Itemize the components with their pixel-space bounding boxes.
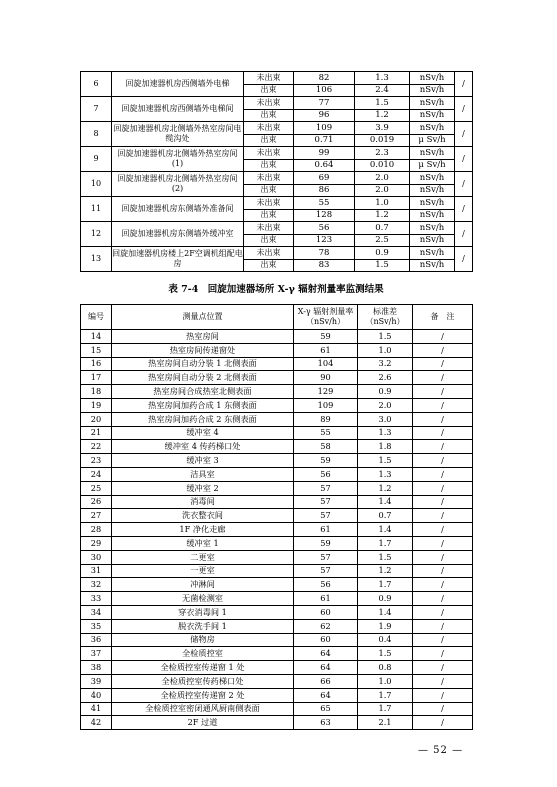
remark-cell: / (413, 716, 473, 730)
std-cell: 1.7 (358, 702, 413, 716)
remark-cell: / (455, 97, 473, 122)
row-number: 34 (81, 605, 112, 619)
remark-cell: / (413, 481, 473, 495)
location-cell: 回旋加速器机房楼上2F空调机组配电房 (112, 247, 244, 272)
dose-value-cell: 104 (294, 357, 358, 371)
std-cell: 1.0 (355, 197, 410, 210)
row-number: 29 (81, 536, 112, 550)
table-row (81, 495, 473, 509)
dose-value-cell: 57 (294, 495, 358, 509)
beam-state-cell: 未出束 (244, 147, 294, 160)
std-cell: 0.7 (358, 509, 413, 523)
std-cell: 1.7 (358, 688, 413, 702)
std-cell: 2.3 (355, 147, 410, 160)
remark-cell: / (413, 509, 473, 523)
unit-cell: nSv/h (410, 84, 455, 97)
dose-value-cell: 77 (294, 97, 355, 110)
table-row (81, 247, 473, 260)
table-row (81, 661, 473, 675)
std-cell: 0.9 (358, 592, 413, 606)
unit-cell: nSv/h (410, 259, 455, 272)
std-cell: 1.4 (358, 523, 413, 537)
std-cell: 1.4 (358, 495, 413, 509)
remark-cell: / (413, 578, 473, 592)
std-cell: 1.3 (358, 426, 413, 440)
std-cell: 3.2 (358, 357, 413, 371)
std-cell: 1.5 (355, 259, 410, 272)
table-row (81, 97, 473, 110)
dose-value-cell: 64 (294, 661, 358, 675)
dose-value-cell: 0.71 (294, 134, 355, 147)
location-cell: 热室房间传递窗处 (112, 343, 294, 357)
table-row (81, 412, 473, 426)
beam-state-cell: 未出束 (244, 97, 294, 110)
location-cell: 回旋加速器机房东侧墙外准备间 (112, 197, 244, 222)
dose-value-cell: 55 (294, 197, 355, 210)
remark-cell: / (413, 330, 473, 344)
dose-value-cell: 64 (294, 688, 358, 702)
std-cell: 1.3 (355, 72, 410, 85)
dose-value-cell: 99 (294, 147, 355, 160)
main-table (80, 304, 473, 730)
row-number: 39 (81, 674, 112, 688)
row-number: 6 (81, 72, 112, 97)
row-number: 18 (81, 385, 112, 399)
row-number: 7 (81, 97, 112, 122)
beam-state-cell: 未出束 (244, 122, 294, 135)
table-row (81, 536, 473, 550)
dose-value-cell: 57 (294, 481, 358, 495)
table-row (81, 122, 473, 135)
table-row (81, 605, 473, 619)
unit-cell: nSv/h (410, 97, 455, 110)
row-number: 20 (81, 412, 112, 426)
row-number: 16 (81, 357, 112, 371)
row-number: 10 (81, 172, 112, 197)
row-number: 11 (81, 197, 112, 222)
beam-state-cell: 出束 (244, 184, 294, 197)
location-cell: 二更室 (112, 550, 294, 564)
table-row (81, 523, 473, 537)
remark-cell: / (413, 412, 473, 426)
dose-value-cell: 59 (294, 536, 358, 550)
remark-cell: / (413, 523, 473, 537)
remark-cell: / (413, 702, 473, 716)
row-number: 22 (81, 440, 112, 454)
row-number: 8 (81, 122, 112, 147)
remark-cell: / (455, 197, 473, 222)
std-cell: 2.0 (355, 172, 410, 185)
remark-cell: / (413, 467, 473, 481)
table-row (81, 385, 473, 399)
dose-value-cell: 59 (294, 330, 358, 344)
table-row (81, 647, 473, 661)
unit-cell: nSv/h (410, 184, 455, 197)
row-number: 38 (81, 661, 112, 675)
location-cell: 热室房间合成热室北侧表面 (112, 385, 294, 399)
dose-value-cell: 128 (294, 209, 355, 222)
std-cell: 1.4 (358, 605, 413, 619)
location-cell: 冲淋间 (112, 578, 294, 592)
row-number: 41 (81, 702, 112, 716)
row-number: 17 (81, 371, 112, 385)
location-cell: 储物房 (112, 633, 294, 647)
location-cell: 回旋加速器机房东侧墙外缓冲室 (112, 222, 244, 247)
table-row (81, 172, 473, 185)
top-table-body (81, 72, 473, 272)
table-row (81, 330, 473, 344)
std-cell: 1.5 (358, 454, 413, 468)
dose-value-cell: 61 (294, 343, 358, 357)
location-cell: 无菌检测室 (112, 592, 294, 606)
dose-value-cell: 59 (294, 454, 358, 468)
dose-value-cell: 56 (294, 578, 358, 592)
location-cell: 缓冲室 3 (112, 454, 294, 468)
dose-value-cell: 61 (294, 523, 358, 537)
beam-state-cell: 出束 (244, 234, 294, 247)
table-row (81, 72, 473, 85)
location-cell: 全检质控室密闭通风厨南侧表面 (112, 702, 294, 716)
remark-cell: / (413, 674, 473, 688)
remark-cell: / (455, 122, 473, 147)
remark-cell: / (413, 605, 473, 619)
beam-state-cell: 出束 (244, 134, 294, 147)
dose-value-cell: 82 (294, 72, 355, 85)
row-number: 32 (81, 578, 112, 592)
remark-cell: / (413, 343, 473, 357)
row-number: 30 (81, 550, 112, 564)
dose-value-cell: 109 (294, 122, 355, 135)
table-row (81, 674, 473, 688)
remark-cell: / (413, 564, 473, 578)
std-cell: 2.0 (355, 184, 410, 197)
location-cell: 缓冲室 2 (112, 481, 294, 495)
beam-state-cell: 出束 (244, 109, 294, 122)
location-cell: 穿衣消毒间 1 (112, 605, 294, 619)
std-cell: 3.0 (358, 412, 413, 426)
std-cell: 0.9 (355, 247, 410, 260)
std-cell: 1.5 (358, 330, 413, 344)
table-row (81, 592, 473, 606)
table-row (81, 222, 473, 235)
page-number: — 52 — (418, 745, 464, 756)
dose-value-cell: 123 (294, 234, 355, 247)
table-row (81, 467, 473, 481)
std-cell: 1.7 (358, 578, 413, 592)
location-cell: 热室房间加药合成 1 东侧表面 (112, 398, 294, 412)
row-number: 15 (81, 343, 112, 357)
unit-cell: nSv/h (410, 247, 455, 260)
table-row (81, 481, 473, 495)
top-table (80, 71, 473, 272)
std-cell: 3.9 (355, 122, 410, 135)
table-header-row (81, 305, 473, 330)
dose-value-cell: 57 (294, 509, 358, 523)
beam-state-cell: 未出束 (244, 197, 294, 210)
remark-cell: / (413, 619, 473, 633)
row-number: 37 (81, 647, 112, 661)
row-number: 23 (81, 454, 112, 468)
location-cell: 1F 净化走廊 (112, 523, 294, 537)
std-cell: 2.4 (355, 84, 410, 97)
unit-cell: nSv/h (410, 147, 455, 160)
row-number: 31 (81, 564, 112, 578)
std-cell: 2.6 (358, 371, 413, 385)
std-cell: 1.2 (355, 209, 410, 222)
table-row (81, 578, 473, 592)
location-cell: 回旋加速器机房北侧墙外热室房间电缆沟处 (112, 122, 244, 147)
std-cell: 1.5 (355, 97, 410, 110)
location-cell: 全检质控室传递窗 2 处 (112, 688, 294, 702)
location-cell: 热室房间自动分装 2 北侧表面 (112, 371, 294, 385)
remark-cell: / (413, 440, 473, 454)
unit-cell: nSv/h (410, 122, 455, 135)
beam-state-cell: 出束 (244, 259, 294, 272)
std-cell: 1.8 (358, 440, 413, 454)
beam-state-cell: 出束 (244, 159, 294, 172)
remark-cell: / (455, 247, 473, 272)
header-no: 编号 (81, 305, 112, 330)
dose-value-cell: 69 (294, 172, 355, 185)
dose-value-cell: 78 (294, 247, 355, 260)
std-cell: 2.5 (355, 234, 410, 247)
beam-state-cell: 未出束 (244, 247, 294, 260)
location-cell: 回旋加速器机房西侧墙外电梯间 (112, 97, 244, 122)
std-cell: 1.2 (358, 481, 413, 495)
table-row (81, 343, 473, 357)
remark-cell: / (413, 536, 473, 550)
remark-cell: / (455, 147, 473, 172)
std-cell: 1.7 (358, 536, 413, 550)
std-cell: 1.2 (355, 109, 410, 122)
beam-state-cell: 未出束 (244, 72, 294, 85)
std-cell: 1.0 (358, 343, 413, 357)
location-cell: 热室房间 (112, 330, 294, 344)
unit-cell: nSv/h (410, 197, 455, 210)
row-number: 12 (81, 222, 112, 247)
remark-cell: / (413, 371, 473, 385)
beam-state-cell: 未出束 (244, 172, 294, 185)
unit-cell: nSv/h (410, 109, 455, 122)
std-cell: 1.5 (358, 647, 413, 661)
dose-value-cell: 57 (294, 550, 358, 564)
dose-value-cell: 56 (294, 467, 358, 481)
location-cell: 全检质控室传递窗 1 处 (112, 661, 294, 675)
dose-value-cell: 83 (294, 259, 355, 272)
header-dose: X-γ 辐射剂量率（nSv/h） (294, 305, 358, 330)
location-cell: 回旋加速器机房西侧墙外电梯 (112, 72, 244, 97)
table-row (81, 716, 473, 730)
table-row (81, 357, 473, 371)
location-cell: 热室房间加药合成 2 东侧表面 (112, 412, 294, 426)
location-cell: 洗衣整衣间 (112, 509, 294, 523)
dose-value-cell: 60 (294, 605, 358, 619)
remark-cell: / (413, 633, 473, 647)
row-number: 36 (81, 633, 112, 647)
dose-value-cell: 0.64 (294, 159, 355, 172)
std-cell: 2.1 (358, 716, 413, 730)
table-row (81, 702, 473, 716)
table-row (81, 147, 473, 160)
unit-cell: μ Sv/h (410, 134, 455, 147)
table-row (81, 633, 473, 647)
std-cell: 1.3 (358, 467, 413, 481)
table-caption: 表 7-4 回旋加速器场所 X-γ 辐射剂量率监测结果 (168, 284, 384, 295)
std-cell: 0.8 (358, 661, 413, 675)
std-cell: 1.5 (358, 550, 413, 564)
std-cell: 1.9 (358, 619, 413, 633)
location-cell: 缓冲室 1 (112, 536, 294, 550)
table-row (81, 619, 473, 633)
unit-cell: nSv/h (410, 172, 455, 185)
table-row (81, 564, 473, 578)
table-row (81, 398, 473, 412)
dose-value-cell: 63 (294, 716, 358, 730)
table-row (81, 371, 473, 385)
location-cell: 缓冲室 4 传药梯口处 (112, 440, 294, 454)
remark-cell: / (413, 592, 473, 606)
table-row (81, 197, 473, 210)
row-number: 26 (81, 495, 112, 509)
dose-value-cell: 58 (294, 440, 358, 454)
dose-value-cell: 96 (294, 109, 355, 122)
row-number: 14 (81, 330, 112, 344)
dose-value-cell: 55 (294, 426, 358, 440)
remark-cell: / (413, 688, 473, 702)
unit-cell: nSv/h (410, 222, 455, 235)
header-remark: 备 注 (413, 305, 473, 330)
dose-value-cell: 65 (294, 702, 358, 716)
table-row (81, 440, 473, 454)
location-cell: 2F 过道 (112, 716, 294, 730)
beam-state-cell: 未出束 (244, 222, 294, 235)
remark-cell: / (413, 357, 473, 371)
dose-value-cell: 57 (294, 564, 358, 578)
location-cell: 回旋加速器机房北侧墙外热室房间(1) (112, 147, 244, 172)
row-number: 40 (81, 688, 112, 702)
dose-value-cell: 86 (294, 184, 355, 197)
std-cell: 0.9 (358, 385, 413, 399)
table-row (81, 509, 473, 523)
std-cell: 1.0 (358, 674, 413, 688)
beam-state-cell: 出束 (244, 209, 294, 222)
location-cell: 脱衣洗手间 1 (112, 619, 294, 633)
std-cell: 2.0 (358, 398, 413, 412)
row-number: 24 (81, 467, 112, 481)
location-cell: 缓冲室 4 (112, 426, 294, 440)
unit-cell: nSv/h (410, 234, 455, 247)
remark-cell: / (413, 454, 473, 468)
remark-cell: / (413, 426, 473, 440)
std-cell: 0.7 (355, 222, 410, 235)
unit-cell: nSv/h (410, 72, 455, 85)
row-number: 19 (81, 398, 112, 412)
table-row (81, 426, 473, 440)
remark-cell: / (455, 72, 473, 97)
dose-value-cell: 62 (294, 619, 358, 633)
row-number: 42 (81, 716, 112, 730)
std-cell: 0.010 (355, 159, 410, 172)
remark-cell: / (413, 495, 473, 509)
row-number: 25 (81, 481, 112, 495)
location-cell: 一更室 (112, 564, 294, 578)
location-cell: 热室房间自动分装 1 北侧表面 (112, 357, 294, 371)
dose-value-cell: 109 (294, 398, 358, 412)
row-number: 27 (81, 509, 112, 523)
dose-value-cell: 56 (294, 222, 355, 235)
main-table-body (81, 330, 473, 730)
unit-cell: nSv/h (410, 209, 455, 222)
beam-state-cell: 出束 (244, 84, 294, 97)
header-std: 标准差（nSv/h） (358, 305, 413, 330)
dose-value-cell: 89 (294, 412, 358, 426)
remark-cell: / (413, 385, 473, 399)
location-cell: 全检质控室 (112, 647, 294, 661)
table-row (81, 688, 473, 702)
remark-cell: / (455, 222, 473, 247)
dose-value-cell: 60 (294, 633, 358, 647)
dose-value-cell: 106 (294, 84, 355, 97)
table-row (81, 550, 473, 564)
remark-cell: / (455, 172, 473, 197)
row-number: 35 (81, 619, 112, 633)
std-cell: 0.4 (358, 633, 413, 647)
table-row (81, 454, 473, 468)
header-location: 测量点位置 (112, 305, 294, 330)
dose-value-cell: 90 (294, 371, 358, 385)
location-cell: 全检质控室传药梯口处 (112, 674, 294, 688)
std-cell: 1.2 (358, 564, 413, 578)
dose-value-cell: 66 (294, 674, 358, 688)
remark-cell: / (413, 398, 473, 412)
dose-value-cell: 64 (294, 647, 358, 661)
row-number: 9 (81, 147, 112, 172)
location-cell: 消毒间 (112, 495, 294, 509)
dose-value-cell: 129 (294, 385, 358, 399)
remark-cell: / (413, 661, 473, 675)
location-cell: 洁具室 (112, 467, 294, 481)
unit-cell: μ Sv/h (410, 159, 455, 172)
row-number: 28 (81, 523, 112, 537)
dose-value-cell: 61 (294, 592, 358, 606)
row-number: 21 (81, 426, 112, 440)
row-number: 13 (81, 247, 112, 272)
row-number: 33 (81, 592, 112, 606)
remark-cell: / (413, 550, 473, 564)
remark-cell: / (413, 647, 473, 661)
location-cell: 回旋加速器机房北侧墙外热室房间(2) (112, 172, 244, 197)
std-cell: 0.019 (355, 134, 410, 147)
